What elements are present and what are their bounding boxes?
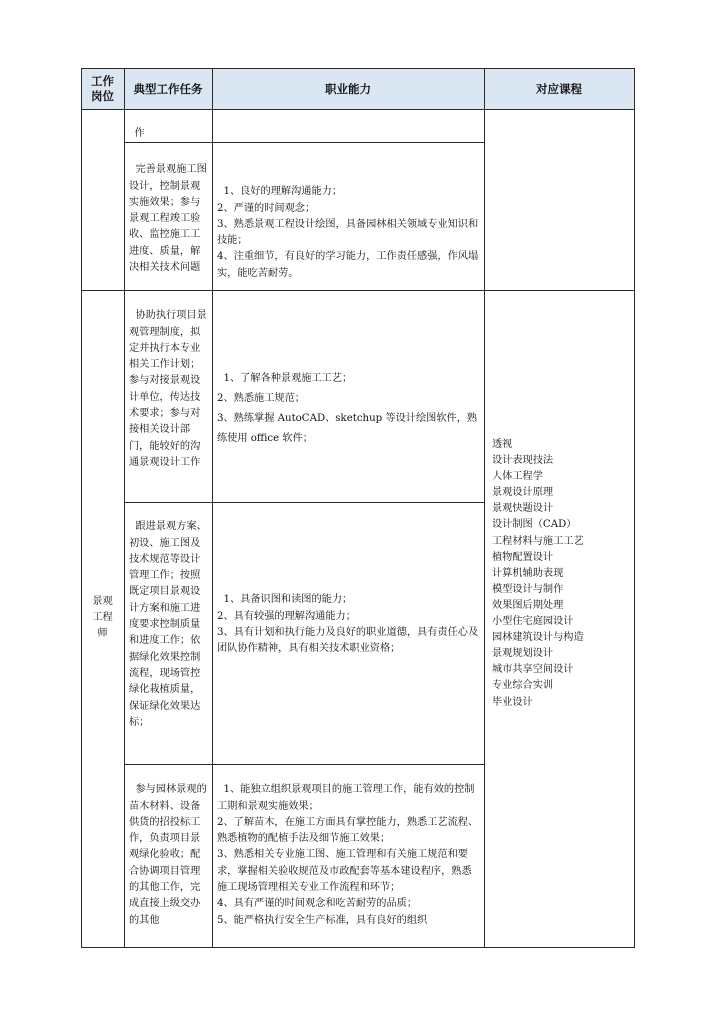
position-cell [84,588,121,648]
task-text-5: 参与园林景观的苗木材料、设备供货的招投标工作，负责项目景观绿化验收；配合协调项目管理的其他工作，完成直接上级交办的其他 [129,784,207,926]
course-item: 园林建筑设计与构造 [492,632,584,644]
task-cell-5 [129,766,209,946]
course-item: 景观规划设计 [492,648,554,660]
task-text-1: 作 [134,128,145,140]
course-item: 专业综合实训 [492,680,554,692]
task-cell-1 [128,110,208,142]
header-ability [212,69,484,109]
grid-line [81,290,635,291]
course-item: 景观设计原理 [492,487,554,499]
grid-line [124,68,125,948]
course-item: 设计制图（CAD） [492,519,577,531]
course-item: 透视 [492,439,513,450]
header-course-label: 对应课程 [536,81,582,96]
course-item: 设计表现技法 [492,455,554,467]
course-item: 工程材料与施工工艺 [492,535,584,547]
task-cell-3 [129,292,209,502]
grid-line [81,68,82,948]
header-position [81,69,124,109]
grid-line [124,502,484,503]
course-item: 小型住宅庭园设计 [492,616,574,628]
header-position-label: 工作岗位 [91,74,114,103]
course-item: 城市共享空间设计 [492,664,574,676]
task-text-2: 完善景观施工图设计，控制景观实施效果；参与景观工程竣工验收、监控施工工进度、质量，解决相关技术问题 [129,164,207,274]
grid-line [81,109,635,110]
course-item: 毕业设计 [492,696,533,708]
ability-text-5: 1、能独立组织景观项目的施工管理工作，能有效的控制工期和景观实施效果； 2、了解苗木，在施工方面具有掌控能力，熟悉工艺流程、熟悉植物的配植手法及细节施工效果； 3、熟悉相关专业施工图、施工管理和有关施工规范和要求，掌握相关验收规范及市政配套等基本建设程序，熟悉施工现场管理相关专业工作流程和环节； 4、具有严谨的时间观念和吃苦耐劳的品质； 5、能严格执行安全生产标准，具有良好的组织 [217,784,479,926]
course-list [492,437,632,737]
grid-line [484,68,485,948]
course-item: 人体工程学 [492,471,543,483]
task-text-3: 协助执行项目景观管理制度，拟定并执行本专业相关工作计划；参与对接景观设计单位，传达技术要求；参与对接相关设计部门，能较好的沟通景观设计工作 [129,310,207,468]
course-item: 计算机辅助表现 [492,567,564,579]
ability-text-2: 1、良好的理解沟通能力； 2、严谨的时间观念； 3、熟悉景观工程设计绘图，具备园林相关领域专业知识和技能； 4、注重细节，有良好的学习能力，工作责任感强，作风塌实，能吃苦耐劳。 [217,186,479,279]
ability-text-3: 1、了解各种景观施工工艺； 2、熟悉施工规范； 3、熟练掌握 AutoCAD、sketchup 等设计绘图软件，熟练使用 office 软件； [217,373,478,444]
position-text: 景观工程师 [92,596,113,639]
course-item: 景观快题设计 [492,503,554,515]
course-item: 植物配置设计 [492,551,554,563]
task-cell-4 [129,503,209,765]
ability-cell-4 [217,576,479,666]
ability-cell-5 [217,766,479,946]
header-task [124,69,212,109]
task-text-4: 跟进景观方案、初设、施工图及技术规范等设计管理工作；按照既定项目景观设计方案和施工进度要求控制质量和进度工作；依据绿化效果控制流程，现场管控绿化栽植质量，保证绿化效果达标； [129,521,207,728]
course-item: 效果图后期处理 [492,599,564,611]
ability-cell-3 [217,349,479,444]
grid-line [81,68,635,69]
header-course [484,69,634,109]
ability-text-4: 1、具备识图和读图的能力； 2、具有较强的理解沟通能力； 3、具有计划和执行能力及良好的职业道德，具有责任心及团队协作精神，具有相关技术职业资格； [217,594,479,655]
course-item: 模型设计与制作 [492,583,564,595]
grid-line [634,68,635,948]
ability-cell-2 [217,168,479,278]
grid-line [124,764,484,765]
grid-line [81,947,635,948]
header-task-label: 典型工作任务 [133,81,203,96]
grid-line [124,142,484,143]
task-cell-2 [129,146,209,288]
grid-line [212,68,213,948]
header-ability-label: 职业能力 [325,81,371,96]
